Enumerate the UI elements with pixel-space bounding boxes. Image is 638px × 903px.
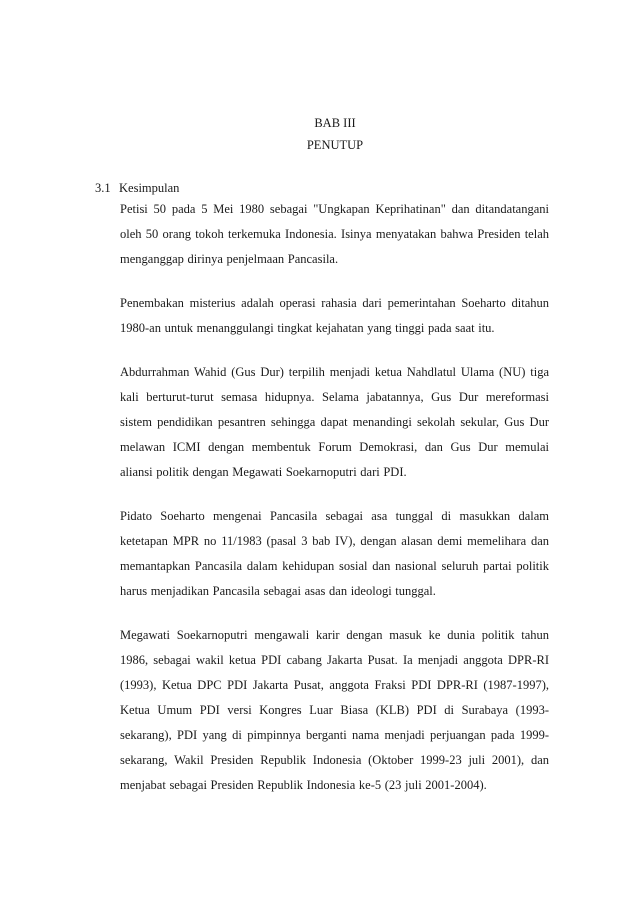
chapter-title: PENUTUP (306, 138, 364, 152)
section-heading (95, 180, 179, 196)
paragraph-penembakan-misterius: Penembakan misterius adalah operasi rahasia dari pemerintahan Soeharto ditahun 1980-an untuk menanggulangi tingkat kejahatan yang tinggi pada saat itu. (120, 296, 549, 335)
document-body (120, 197, 549, 817)
paragraph-petisi-50: Petisi 50 pada 5 Mei 1980 sebagai "Ungkapan Keprihatinan" dan ditandatangani oleh 50 orang tokoh terkemuka Indonesia. Isinya menyatakan bahwa Presiden telah menganggap dirinya penjelmaan Pancasila. (120, 202, 549, 266)
paragraph-megawati: Megawati Soekarnoputri mengawali karir dengan masuk ke dunia politik tahun 1986, sebagai wakil ketua PDI cabang Jakarta Pusat. Ia menjadi anggota DPR-RI (1993), Ketua DPC PDI Jakarta Pusat, anggota Fraksi PDI DPR-RI (1987-1997), Ketua Umum PDI versi Kongres Luar Biasa (KLB) PDI di Surabaya (1993-sekarang), PDI yang di pimpinnya berganti nama menjadi perjuangan pada 1999-sekarang, Wakil Presiden Republik Indonesia (Oktober 1999-23 juli 2001), dan menjabat sebagai Presiden Republik Indonesia ke-5 (23 juli 2001-2004). (120, 628, 549, 792)
paragraph-pidato-pancasila: Pidato Soeharto mengenai Pancasila sebagai asa tunggal di masukkan dalam ketetapan MPR no 11/1983 (pasal 3 bab IV), dengan alasan demi memelihara dan memantapkan Pancasila dalam kehidupan sosial dan nasional seluruh partai politik harus menjadikan Pancasila sebagai asas dan ideologi tunggal. (120, 509, 549, 598)
section-number: 3.1 (95, 181, 111, 195)
chapter-number: BAB III (314, 116, 356, 130)
paragraph-gus-dur: Abdurrahman Wahid (Gus Dur) terpilih menjadi ketua Nahdlatul Ulama (NU) tiga kali berturut-turut semasa hidupnya. Selama jabatannya, Gus Dur mereformasi sistem pendidikan pesantren sehingga dapat menandingi sekolah sekular, Gus Dur melawan ICMI dengan membentuk Forum Demokrasi, dan Gus Dur memulai aliansi politik dengan Megawati Soekarnoputri dari PDI. (120, 365, 549, 479)
section-title: Kesimpulan (119, 181, 180, 195)
